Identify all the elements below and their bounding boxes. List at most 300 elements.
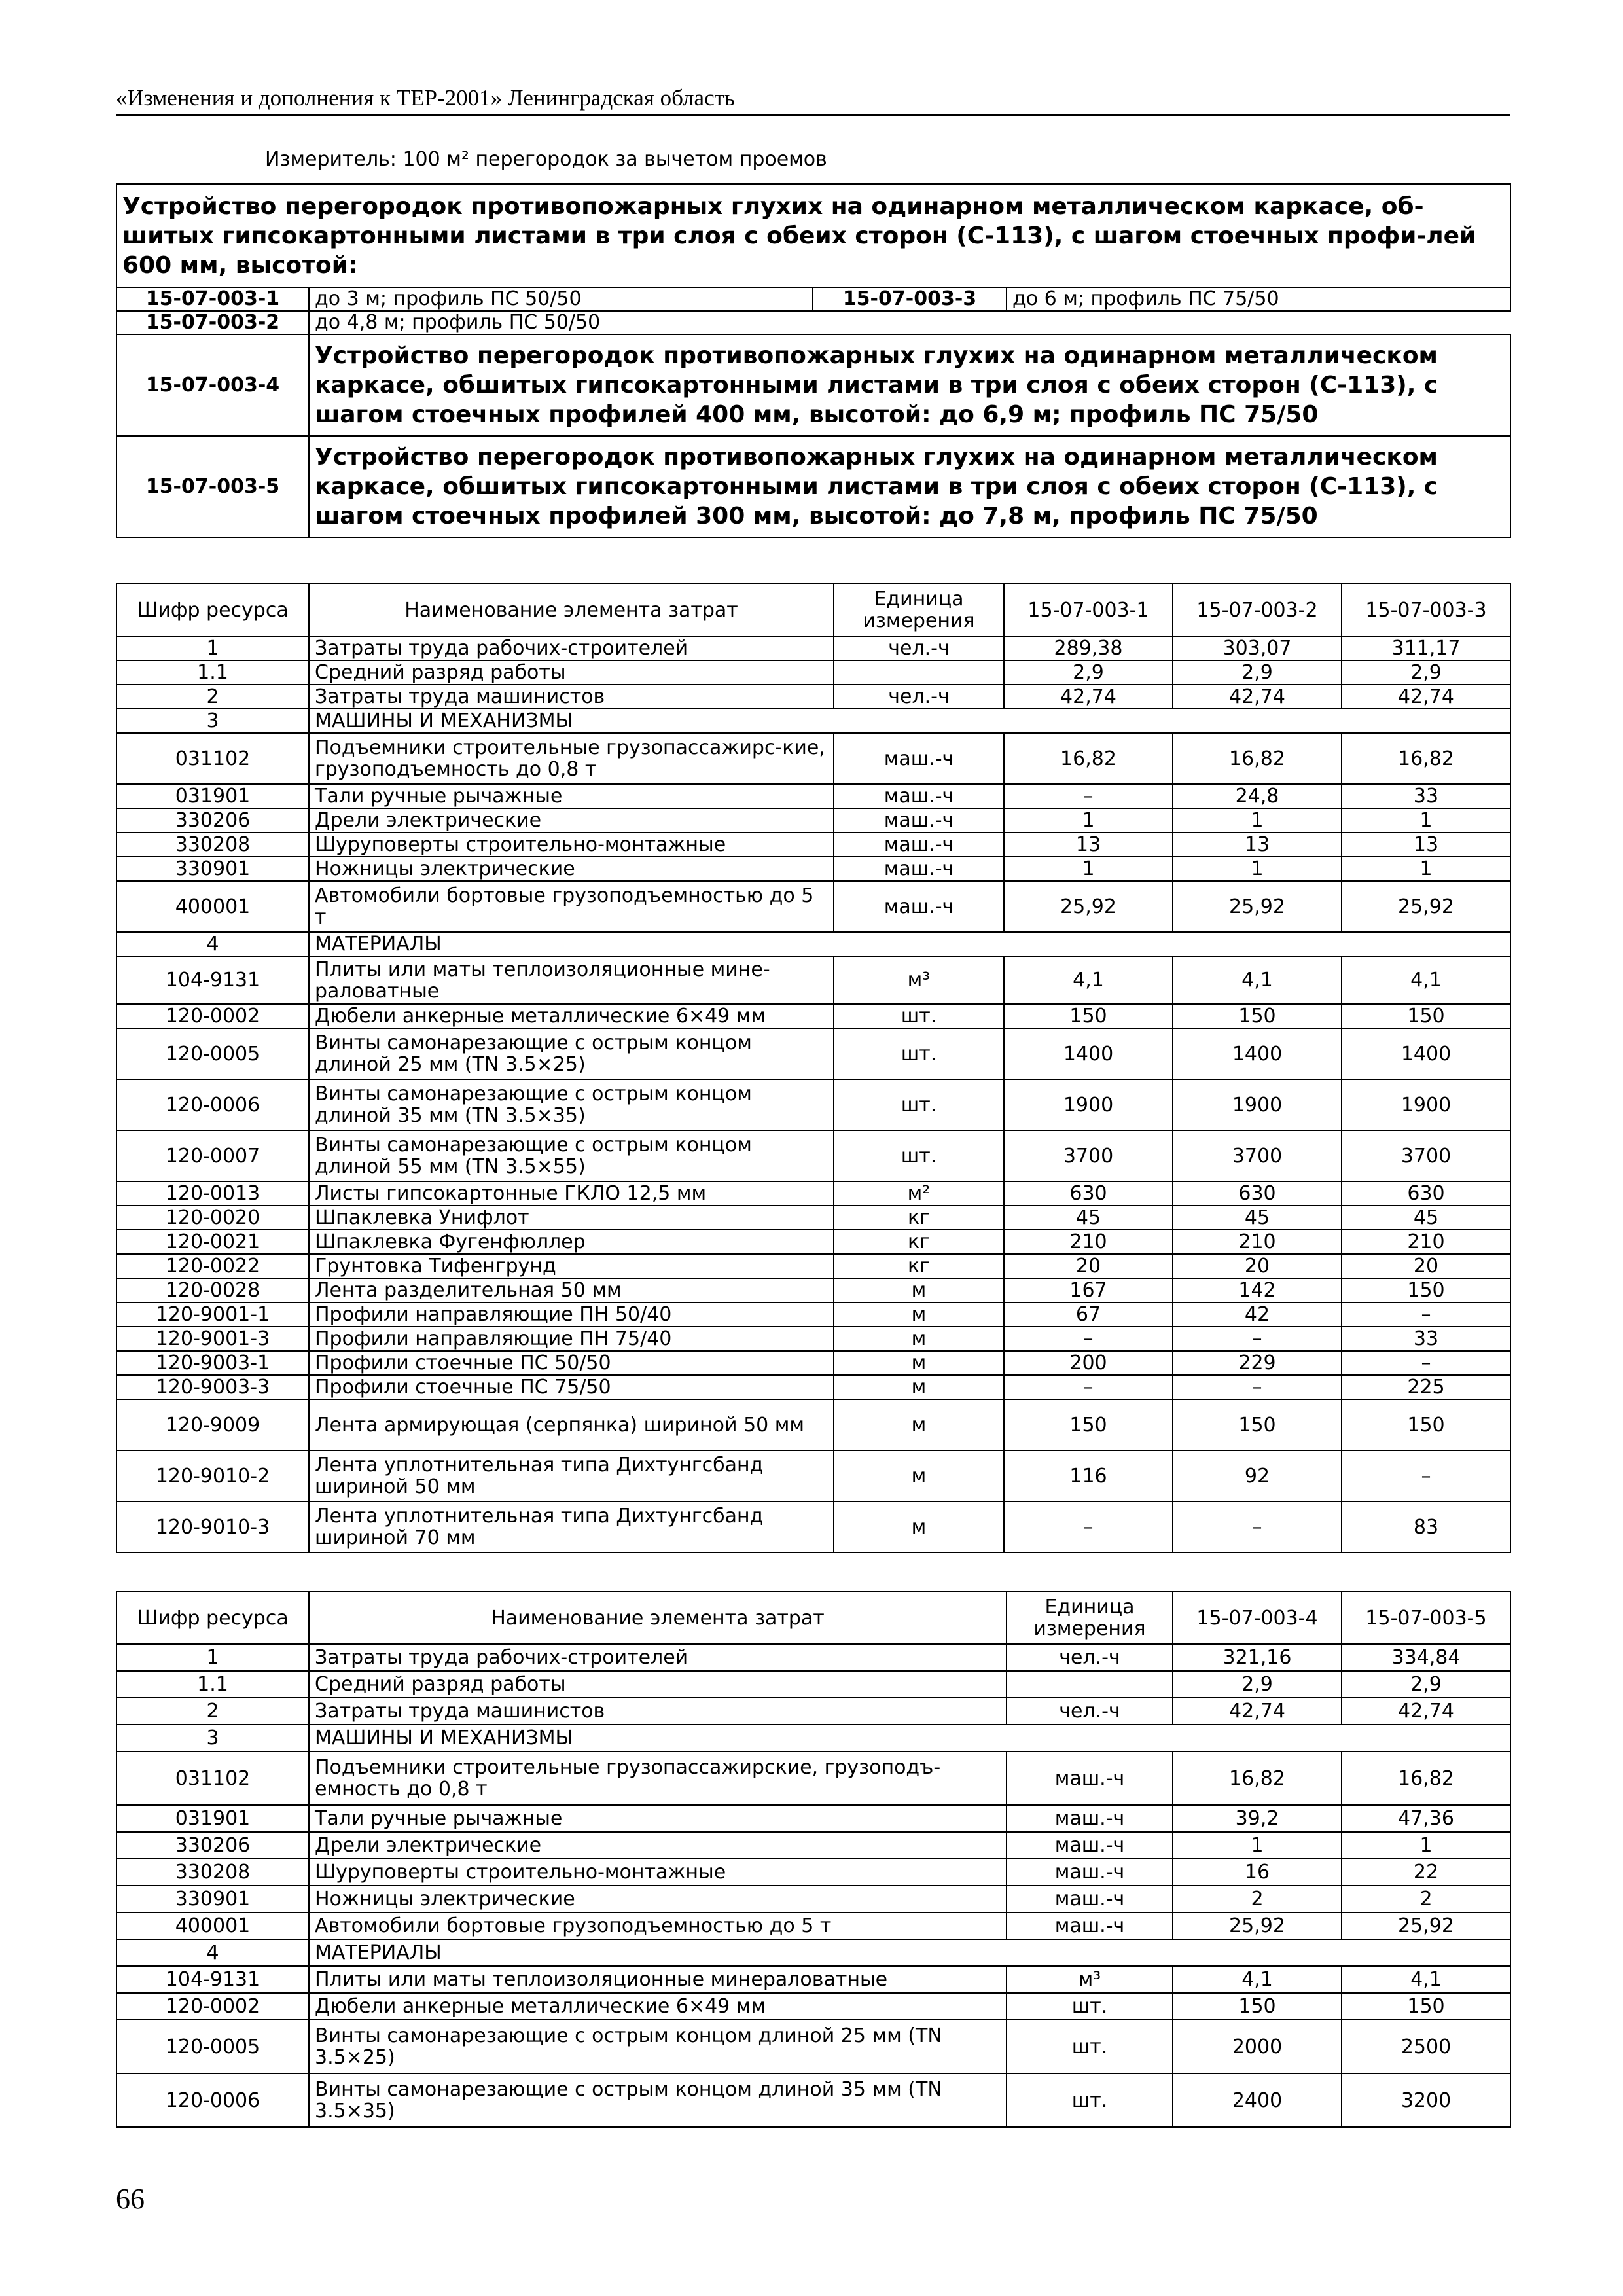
resource-name: Затраты труда рабочих-строителей	[309, 636, 834, 660]
value: 42,74	[1004, 685, 1173, 709]
value: 42,74	[1342, 1698, 1510, 1725]
unit: м³	[1007, 1966, 1173, 1993]
column-header: 15-07-003-4	[1173, 1592, 1342, 1644]
unit: м	[834, 1278, 1004, 1302]
value: 33	[1342, 784, 1510, 808]
resource-name: Дрели электрические	[309, 1832, 1007, 1859]
unit: чел.-ч	[1007, 1698, 1173, 1725]
table-row	[116, 1671, 1510, 1698]
value: 1	[1173, 857, 1342, 881]
column-header: 15-07-003-5	[1342, 1592, 1510, 1644]
value: 92	[1173, 1450, 1342, 1501]
table-row	[116, 1912, 1510, 1939]
resource-name: Дрели электрические	[309, 808, 834, 833]
table-row	[116, 1993, 1510, 2020]
resource-name: Винты самонарезающие с острым концом длиной 35 мм (TN 3.5×35)	[309, 2073, 1007, 2127]
unit: маш.-ч	[1007, 1886, 1173, 1912]
unit: шт.	[1007, 1993, 1173, 2020]
value: 22	[1342, 1859, 1510, 1886]
value: 83	[1342, 1501, 1510, 1552]
item-code: 15-07-003-3	[813, 287, 1007, 311]
table-row	[116, 1859, 1510, 1886]
resource-code: 031901	[116, 784, 309, 808]
table-row	[116, 1327, 1510, 1351]
table-row	[116, 1805, 1510, 1832]
unit: чел.-ч	[1007, 1644, 1173, 1671]
value: 20	[1342, 1254, 1510, 1278]
table-row	[116, 1181, 1510, 1206]
column-header: Наименование элемента затрат	[309, 1592, 1007, 1644]
value: –	[1173, 1327, 1342, 1351]
resource-code: 4	[116, 932, 309, 956]
unit: шт.	[834, 1079, 1004, 1130]
column-header: 15-07-003-3	[1342, 584, 1510, 636]
value: 289,38	[1004, 636, 1173, 660]
value: 150	[1173, 1993, 1342, 2020]
value: 2	[1342, 1886, 1510, 1912]
table-row	[116, 1130, 1510, 1181]
value: 150	[1342, 1004, 1510, 1028]
unit: маш.-ч	[1007, 1832, 1173, 1859]
unit: кг	[834, 1230, 1004, 1254]
resource-code: 2	[116, 1698, 309, 1725]
resource-code: 120-0020	[116, 1206, 309, 1230]
table-row	[116, 808, 1510, 833]
value: 630	[1004, 1181, 1173, 1206]
resource-name: Шуруповерты строительно-монтажные	[309, 833, 834, 857]
value: 1	[1173, 808, 1342, 833]
column-header: 15-07-003-1	[1004, 584, 1173, 636]
value: 150	[1173, 1399, 1342, 1450]
table-row	[116, 1966, 1510, 1993]
value: 321,16	[1173, 1644, 1342, 1671]
value: 1400	[1173, 1028, 1342, 1079]
resource-code: 120-0006	[116, 1079, 309, 1130]
unit: маш.-ч	[834, 733, 1004, 784]
resource-table-1	[116, 583, 1511, 1553]
resource-name: Винты самонарезающие с острым концом длиной 25 мм (TN 3.5×25)	[309, 2020, 1007, 2073]
title-table	[116, 183, 1511, 538]
unit	[834, 660, 1004, 685]
unit: кг	[834, 1206, 1004, 1230]
column-header: Единица измерения	[834, 584, 1004, 636]
unit: м	[834, 1327, 1004, 1351]
value: 13	[1004, 833, 1173, 857]
resource-code: 120-9001-3	[116, 1327, 309, 1351]
resource-name: Винты самонарезающие с острым концом длиной 25 мм (TN 3.5×25)	[309, 1028, 834, 1079]
value: 25,92	[1342, 1912, 1510, 1939]
value: 67	[1004, 1302, 1173, 1327]
item-text: до 3 м; профиль ПС 50/50	[309, 287, 813, 311]
value: 25,92	[1342, 881, 1510, 932]
value: –	[1004, 1327, 1173, 1351]
resource-code: 120-0005	[116, 2020, 309, 2073]
resource-code: 1	[116, 1644, 309, 1671]
value: 229	[1173, 1351, 1342, 1375]
unit: м	[834, 1351, 1004, 1375]
resource-name: Затраты труда рабочих-строителей	[309, 1644, 1007, 1671]
value: 150	[1173, 1004, 1342, 1028]
value: 4,1	[1342, 1966, 1510, 1993]
unit: м	[834, 1501, 1004, 1552]
resource-name: Профили стоечные ПС 75/50	[309, 1375, 834, 1399]
resource-code: 120-0028	[116, 1278, 309, 1302]
unit: шт.	[834, 1004, 1004, 1028]
resource-code: 104-9131	[116, 956, 309, 1004]
resource-code: 120-9010-3	[116, 1501, 309, 1552]
resource-code: 330208	[116, 833, 309, 857]
value: 1	[1173, 1832, 1342, 1859]
resource-name: Винты самонарезающие с острым концом длиной 35 мм (TN 3.5×35)	[309, 1079, 834, 1130]
table-row	[116, 2073, 1510, 2127]
table-row	[116, 857, 1510, 881]
value: 150	[1342, 1993, 1510, 2020]
value: 200	[1004, 1351, 1173, 1375]
value: –	[1004, 1501, 1173, 1552]
value: 2	[1173, 1886, 1342, 1912]
unit: шт.	[1007, 2020, 1173, 2073]
unit: маш.-ч	[834, 881, 1004, 932]
table-row	[116, 833, 1510, 857]
table-row	[116, 932, 1510, 956]
value: 3200	[1342, 2073, 1510, 2127]
resource-name: Шпаклевка Фугенфюллер	[309, 1230, 834, 1254]
table-row	[116, 1278, 1510, 1302]
value: –	[1342, 1450, 1510, 1501]
value: 334,84	[1342, 1644, 1510, 1671]
resource-name: Плиты или маты теплоизоляционные минераловатные	[309, 1966, 1007, 1993]
value: 1900	[1004, 1079, 1173, 1130]
resource-code: 120-9010-2	[116, 1450, 309, 1501]
value: 33	[1342, 1327, 1510, 1351]
value: 2,9	[1342, 1671, 1510, 1698]
value: 45	[1004, 1206, 1173, 1230]
value: 210	[1173, 1230, 1342, 1254]
unit: кг	[834, 1254, 1004, 1278]
table-row	[116, 1644, 1510, 1671]
resource-code: 120-0002	[116, 1993, 309, 2020]
resource-name: Профили направляющие ПН 50/40	[309, 1302, 834, 1327]
resource-name: Дюбели анкерные металлические 6×49 мм	[309, 1993, 1007, 2020]
column-header: Шифр ресурса	[116, 584, 309, 636]
value: 1400	[1342, 1028, 1510, 1079]
value: 167	[1004, 1278, 1173, 1302]
value: 2000	[1173, 2020, 1342, 2073]
value: 630	[1173, 1181, 1342, 1206]
value: 150	[1004, 1399, 1173, 1450]
table-row	[116, 1725, 1510, 1751]
table-row	[116, 1079, 1510, 1130]
item-text: до 6 м; профиль ПС 75/50	[1007, 287, 1510, 311]
value: 116	[1004, 1450, 1173, 1501]
value: 20	[1173, 1254, 1342, 1278]
table-row	[116, 660, 1510, 685]
table-row	[116, 1939, 1510, 1966]
resource-name: Винты самонарезающие с острым концом длиной 55 мм (TN 3.5×55)	[309, 1130, 834, 1181]
value: 16,82	[1342, 733, 1510, 784]
value: 1900	[1342, 1079, 1510, 1130]
value: 630	[1342, 1181, 1510, 1206]
value: –	[1173, 1501, 1342, 1552]
value: 1400	[1004, 1028, 1173, 1079]
value: 2400	[1173, 2073, 1342, 2127]
value: 150	[1342, 1278, 1510, 1302]
table-row	[116, 1028, 1510, 1079]
resource-code: 120-0006	[116, 2073, 309, 2127]
unit: маш.-ч	[834, 857, 1004, 881]
resource-name: Шпаклевка Унифлот	[309, 1206, 834, 1230]
table-row	[116, 1698, 1510, 1725]
value: 45	[1342, 1206, 1510, 1230]
table-row	[116, 881, 1510, 932]
resource-name: Плиты или маты теплоизоляционные мине-раловатные	[309, 956, 834, 1004]
resource-code: 031102	[116, 1751, 309, 1805]
value: 13	[1173, 833, 1342, 857]
resource-code: 330206	[116, 808, 309, 833]
item-title: Устройство перегородок противопожарных глухих на одинарном металлическом каркасе, обшитых гипсокартонными листами в три слоя с обеих сторон (С-113), с шагом стоечных профилей 400 мм, высотой: до 6,9 м; профиль ПС 75/50	[309, 334, 1510, 436]
main-title: Устройство перегородок противопожарных глухих на одинарном металлическом каркасе, об-шитых гипсокартонными листами в три слоя с обеих сторон (С-113), с шагом стоечных профи-лей 600 мм, высотой:	[116, 184, 1510, 287]
table-row	[116, 1886, 1510, 1912]
resource-name: Ножницы электрические	[309, 1886, 1007, 1912]
value: 3700	[1342, 1130, 1510, 1181]
value: 16,82	[1173, 1751, 1342, 1805]
item-text: до 4,8 м; профиль ПС 50/50	[309, 311, 1510, 334]
resource-code: 2	[116, 685, 309, 709]
value: 311,17	[1342, 636, 1510, 660]
value: 24,8	[1173, 784, 1342, 808]
resource-name: Средний разряд работы	[309, 1671, 1007, 1698]
resource-code: 120-0021	[116, 1230, 309, 1254]
resource-code: 031102	[116, 733, 309, 784]
value: 47,36	[1342, 1805, 1510, 1832]
resource-name: Автомобили бортовые грузоподъемностью до 5 т	[309, 881, 834, 932]
value: 20	[1004, 1254, 1173, 1278]
value: 1	[1342, 1832, 1510, 1859]
resource-name: Лента разделительная 50 мм	[309, 1278, 834, 1302]
value: 42	[1173, 1302, 1342, 1327]
unit: маш.-ч	[1007, 1751, 1173, 1805]
running-header: «Изменения и дополнения к ТЕР-2001» Ленинградская область	[116, 84, 1510, 116]
resource-code: 120-0005	[116, 1028, 309, 1079]
table-row	[116, 1351, 1510, 1375]
table-row	[116, 685, 1510, 709]
resource-name: Ножницы электрические	[309, 857, 834, 881]
resource-code: 3	[116, 709, 309, 733]
value: 4,1	[1173, 1966, 1342, 1993]
measure-unit: Измеритель: 100 м² перегородок за вычетом проемов	[265, 148, 827, 171]
table-row	[116, 709, 1510, 733]
value: 16,82	[1173, 733, 1342, 784]
resource-name: Тали ручные рычажные	[309, 784, 834, 808]
value: 16,82	[1342, 1751, 1510, 1805]
resource-code: 120-0007	[116, 1130, 309, 1181]
value: 42,74	[1342, 685, 1510, 709]
value: 1900	[1173, 1079, 1342, 1130]
value: 142	[1173, 1278, 1342, 1302]
resource-code: 330206	[116, 1832, 309, 1859]
resource-code: 330901	[116, 857, 309, 881]
resource-name: Лента уплотнительная типа Дихтунгсбанд шириной 50 мм	[309, 1450, 834, 1501]
unit: шт.	[834, 1130, 1004, 1181]
value: 210	[1342, 1230, 1510, 1254]
item-code: 15-07-003-1	[116, 287, 309, 311]
value: 16,82	[1004, 733, 1173, 784]
column-header: Наименование элемента затрат	[309, 584, 834, 636]
value: 25,92	[1004, 881, 1173, 932]
unit: маш.-ч	[1007, 1859, 1173, 1886]
table-row	[116, 1004, 1510, 1028]
table-row	[116, 733, 1510, 784]
resource-code: 120-9009	[116, 1399, 309, 1450]
column-header: 15-07-003-2	[1173, 584, 1342, 636]
value: –	[1342, 1302, 1510, 1327]
unit: м	[834, 1302, 1004, 1327]
resource-code: 120-9003-1	[116, 1351, 309, 1375]
unit: м	[834, 1375, 1004, 1399]
value: 2,9	[1004, 660, 1173, 685]
resource-name: Подъемники строительные грузопассажирские, грузоподъ-емность до 0,8 т	[309, 1751, 1007, 1805]
resource-code: 031901	[116, 1805, 309, 1832]
value: 4,1	[1173, 956, 1342, 1004]
table-row	[116, 1375, 1510, 1399]
value: 42,74	[1173, 685, 1342, 709]
resource-code: 1	[116, 636, 309, 660]
value: –	[1342, 1351, 1510, 1375]
value: –	[1173, 1375, 1342, 1399]
unit: м	[834, 1399, 1004, 1450]
value: 1	[1342, 857, 1510, 881]
value: 45	[1173, 1206, 1342, 1230]
resource-name: Лента уплотнительная типа Дихтунгсбанд шириной 70 мм	[309, 1501, 834, 1552]
resource-code: 1.1	[116, 660, 309, 685]
table-row	[116, 1450, 1510, 1501]
unit: м²	[834, 1181, 1004, 1206]
resource-code: 104-9131	[116, 1966, 309, 1993]
value: 303,07	[1173, 636, 1342, 660]
section-heading: МАШИНЫ И МЕХАНИЗМЫ	[309, 709, 1510, 733]
resource-code: 120-0013	[116, 1181, 309, 1206]
table-row	[116, 784, 1510, 808]
unit: шт.	[1007, 2073, 1173, 2127]
unit: маш.-ч	[834, 808, 1004, 833]
table-row	[116, 1501, 1510, 1552]
value: –	[1004, 784, 1173, 808]
resource-code: 400001	[116, 881, 309, 932]
table-row	[116, 1751, 1510, 1805]
value: 16	[1173, 1859, 1342, 1886]
unit: м³	[834, 956, 1004, 1004]
resource-code: 400001	[116, 1912, 309, 1939]
resource-name: Шуруповерты строительно-монтажные	[309, 1859, 1007, 1886]
resource-name: Тали ручные рычажные	[309, 1805, 1007, 1832]
value: 1	[1004, 857, 1173, 881]
resource-name: Профили направляющие ПН 75/40	[309, 1327, 834, 1351]
resource-name: Дюбели анкерные металлические 6×49 мм	[309, 1004, 834, 1028]
unit: шт.	[834, 1028, 1004, 1079]
resource-code: 330208	[116, 1859, 309, 1886]
value: –	[1004, 1375, 1173, 1399]
table-row	[116, 636, 1510, 660]
value: 2,9	[1173, 1671, 1342, 1698]
unit: чел.-ч	[834, 685, 1004, 709]
table-row	[116, 1399, 1510, 1450]
resource-name: Средний разряд работы	[309, 660, 834, 685]
value: 2,9	[1173, 660, 1342, 685]
table-row	[116, 2020, 1510, 2073]
table-row	[116, 956, 1510, 1004]
table-row	[116, 1254, 1510, 1278]
unit: маш.-ч	[1007, 1912, 1173, 1939]
column-header: Единица измерения	[1007, 1592, 1173, 1644]
table-row	[116, 1206, 1510, 1230]
resource-name: Автомобили бортовые грузоподъемностью до 5 т	[309, 1912, 1007, 1939]
value: 13	[1342, 833, 1510, 857]
table-row	[116, 1832, 1510, 1859]
resource-name: Затраты труда машинистов	[309, 1698, 1007, 1725]
resource-code: 3	[116, 1725, 309, 1751]
value: 4,1	[1342, 956, 1510, 1004]
resource-code: 120-0022	[116, 1254, 309, 1278]
value: 1	[1004, 808, 1173, 833]
value: 3700	[1004, 1130, 1173, 1181]
resource-name: Грунтовка Тифенгрунд	[309, 1254, 834, 1278]
column-header: Шифр ресурса	[116, 1592, 309, 1644]
value: 150	[1342, 1399, 1510, 1450]
value: 2,9	[1342, 660, 1510, 685]
resource-code: 120-9001-1	[116, 1302, 309, 1327]
page-number: 66	[116, 2183, 145, 2215]
unit: м	[834, 1450, 1004, 1501]
value: 25,92	[1173, 881, 1342, 932]
resource-code: 330901	[116, 1886, 309, 1912]
table-row	[116, 1230, 1510, 1254]
resource-code: 120-0002	[116, 1004, 309, 1028]
section-heading: МАТЕРИАЛЫ	[309, 1939, 1510, 1966]
value: 225	[1342, 1375, 1510, 1399]
value: 2500	[1342, 2020, 1510, 2073]
unit: маш.-ч	[834, 784, 1004, 808]
value: 150	[1004, 1004, 1173, 1028]
value: 39,2	[1173, 1805, 1342, 1832]
unit	[1007, 1671, 1173, 1698]
value: 4,1	[1004, 956, 1173, 1004]
resource-name: Профили стоечные ПС 50/50	[309, 1351, 834, 1375]
resource-code: 1.1	[116, 1671, 309, 1698]
resource-name: Лента армирующая (серпянка) шириной 50 мм	[309, 1399, 834, 1450]
table-row	[116, 1302, 1510, 1327]
value: 3700	[1173, 1130, 1342, 1181]
value: 42,74	[1173, 1698, 1342, 1725]
item-code: 15-07-003-2	[116, 311, 309, 334]
resource-table-2	[116, 1591, 1511, 2128]
resource-name: Листы гипсокартонные ГКЛО 12,5 мм	[309, 1181, 834, 1206]
unit: маш.-ч	[834, 833, 1004, 857]
unit: маш.-ч	[1007, 1805, 1173, 1832]
value: 1	[1342, 808, 1510, 833]
resource-name: Подъемники строительные грузопассажирс-кие, грузоподъемность до 0,8 т	[309, 733, 834, 784]
value: 210	[1004, 1230, 1173, 1254]
resource-name: Затраты труда машинистов	[309, 685, 834, 709]
resource-code: 120-9003-3	[116, 1375, 309, 1399]
item-title: Устройство перегородок противопожарных глухих на одинарном металлическом каркасе, обшитых гипсокартонными листами в три слоя с обеих сторон (С-113), с шагом стоечных профилей 300 мм, высотой: до 7,8 м, профиль ПС 75/50	[309, 436, 1510, 537]
value: 25,92	[1173, 1912, 1342, 1939]
item-code: 15-07-003-4	[116, 334, 309, 436]
resource-code: 4	[116, 1939, 309, 1966]
item-code: 15-07-003-5	[116, 436, 309, 537]
section-heading: МАТЕРИАЛЫ	[309, 932, 1510, 956]
unit: чел.-ч	[834, 636, 1004, 660]
section-heading: МАШИНЫ И МЕХАНИЗМЫ	[309, 1725, 1510, 1751]
